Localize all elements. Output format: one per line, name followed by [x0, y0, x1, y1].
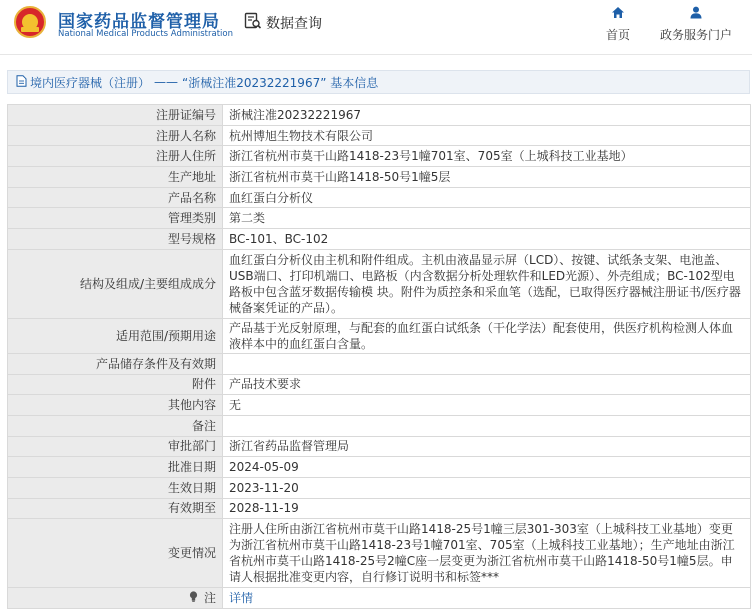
field-label: 备注: [8, 415, 223, 436]
table-row: [8, 105, 751, 126]
document-icon: [16, 75, 30, 90]
registration-detail-table: [7, 104, 751, 609]
field-value: 杭州博旭生物技术有限公司: [223, 125, 751, 146]
nav-home[interactable]: [606, 6, 630, 43]
field-value: 无: [223, 395, 751, 416]
table-row: [8, 395, 751, 416]
site-header: [0, 0, 752, 55]
data-query-link[interactable]: [244, 12, 322, 34]
field-label: 其他内容: [8, 395, 223, 416]
table-row: [8, 146, 751, 167]
nav-service-portal[interactable]: [660, 6, 732, 43]
user-icon: [689, 6, 703, 26]
data-query-label: 数据查询: [266, 16, 322, 32]
table-row: [8, 436, 751, 457]
table-row: [8, 588, 751, 609]
field-label: 变更情况: [8, 519, 223, 588]
field-label: 产品名称: [8, 187, 223, 208]
table-row: [8, 318, 751, 353]
table-row: [8, 208, 751, 229]
field-value: 产品基于光反射原理，与配套的血红蛋白试纸条（干化学法）配套使用，供医疗机构检测人体血液样本中的血红蛋白含量。: [223, 318, 751, 353]
field-label: 生效日期: [8, 477, 223, 498]
note-label-cell: [8, 588, 223, 609]
field-value: 浙江省杭州市莫干山路1418-23号1幢701室、705室（上城科技工业基地）: [223, 146, 751, 167]
field-label: 审批部门: [8, 436, 223, 457]
home-icon: [611, 6, 625, 26]
field-label: 适用范围/预期用途: [8, 318, 223, 353]
field-value: 2024-05-09: [223, 457, 751, 478]
site-name-en: National Medical Products Administration: [58, 29, 233, 39]
field-value: 注册人住所由浙江省杭州市莫干山路1418-25号1幢三层301-303室（上城科技工业基地）变更为浙江省杭州市莫干山路1418-23号1幢701室、705室（上城科技工业基地）；生产地址由浙江省杭州市莫干山路1418-25号2幢C座一层变更为浙江省杭州市莫干山路1418-50号1幢5层。申请人根据批准变更内容，自行修订说明书和标签***: [223, 519, 751, 588]
table-row: [8, 187, 751, 208]
field-value: 浙江省杭州市莫干山路1418-50号1幢5层: [223, 167, 751, 188]
field-value: BC-101、BC-102: [223, 229, 751, 250]
table-row: [8, 374, 751, 395]
table-row: [8, 415, 751, 436]
field-label: 生产地址: [8, 167, 223, 188]
field-value: 浙械注准20232221967: [223, 105, 751, 126]
table-row: [8, 229, 751, 250]
field-value: [223, 353, 751, 374]
note-value-cell: [223, 588, 751, 609]
table-row: [8, 457, 751, 478]
table-row: [8, 167, 751, 188]
field-value: 2023-11-20: [223, 477, 751, 498]
field-label: 有效期至: [8, 498, 223, 519]
details-link[interactable]: 详情: [229, 591, 254, 606]
table-row: [8, 498, 751, 519]
data-query-icon: [244, 12, 266, 34]
national-emblem-logo: [14, 6, 46, 38]
field-label: 产品储存条件及有效期: [8, 353, 223, 374]
breadcrumb-category-link[interactable]: 境内医疗器械（注册）: [30, 75, 151, 90]
field-value: 第二类: [223, 208, 751, 229]
table-row: [8, 249, 751, 318]
nav-service-label: 政务服务门户: [660, 28, 733, 42]
field-label: 注册人名称: [8, 125, 223, 146]
table-row: [8, 353, 751, 374]
field-value: 产品技术要求: [223, 374, 751, 395]
nav-home-label: 首页: [606, 28, 631, 42]
field-value: 血红蛋白分析仪: [223, 187, 751, 208]
field-value: 2028-11-19: [223, 498, 751, 519]
note-label: 注: [203, 591, 216, 606]
field-label: 管理类别: [8, 208, 223, 229]
lightbulb-icon: [189, 591, 202, 605]
field-label: 批准日期: [8, 457, 223, 478]
field-label: 注册人住所: [8, 146, 223, 167]
field-label: 型号规格: [8, 229, 223, 250]
field-value: [223, 415, 751, 436]
field-label: 结构及组成/主要组成成分: [8, 249, 223, 318]
table-row: [8, 125, 751, 146]
field-value: 血红蛋白分析仪由主机和附件组成。主机由液晶显示屏（LCD）、按键、试纸条支架、电池盖、USB端口、打印机端口、电路板（内含数据分析处理软件和LED光源）、外壳组成；BC-102型电路板中包含蓝牙数据传输模 块。附件为质控条和采血笔（选配，已取得医疗器械注册证书/医疗器械备案凭证的产品）。: [223, 249, 751, 318]
breadcrumb: [7, 70, 750, 94]
table-row: [8, 519, 751, 588]
field-label: 注册证编号: [8, 105, 223, 126]
site-name-cn[interactable]: 国家药品监督管理局: [58, 12, 220, 32]
field-label: 附件: [8, 374, 223, 395]
breadcrumb-separator: ——: [154, 75, 179, 89]
breadcrumb-current: “浙械注准20232221967” 基本信息: [182, 75, 379, 90]
field-value: 浙江省药品监督管理局: [223, 436, 751, 457]
table-row: [8, 477, 751, 498]
